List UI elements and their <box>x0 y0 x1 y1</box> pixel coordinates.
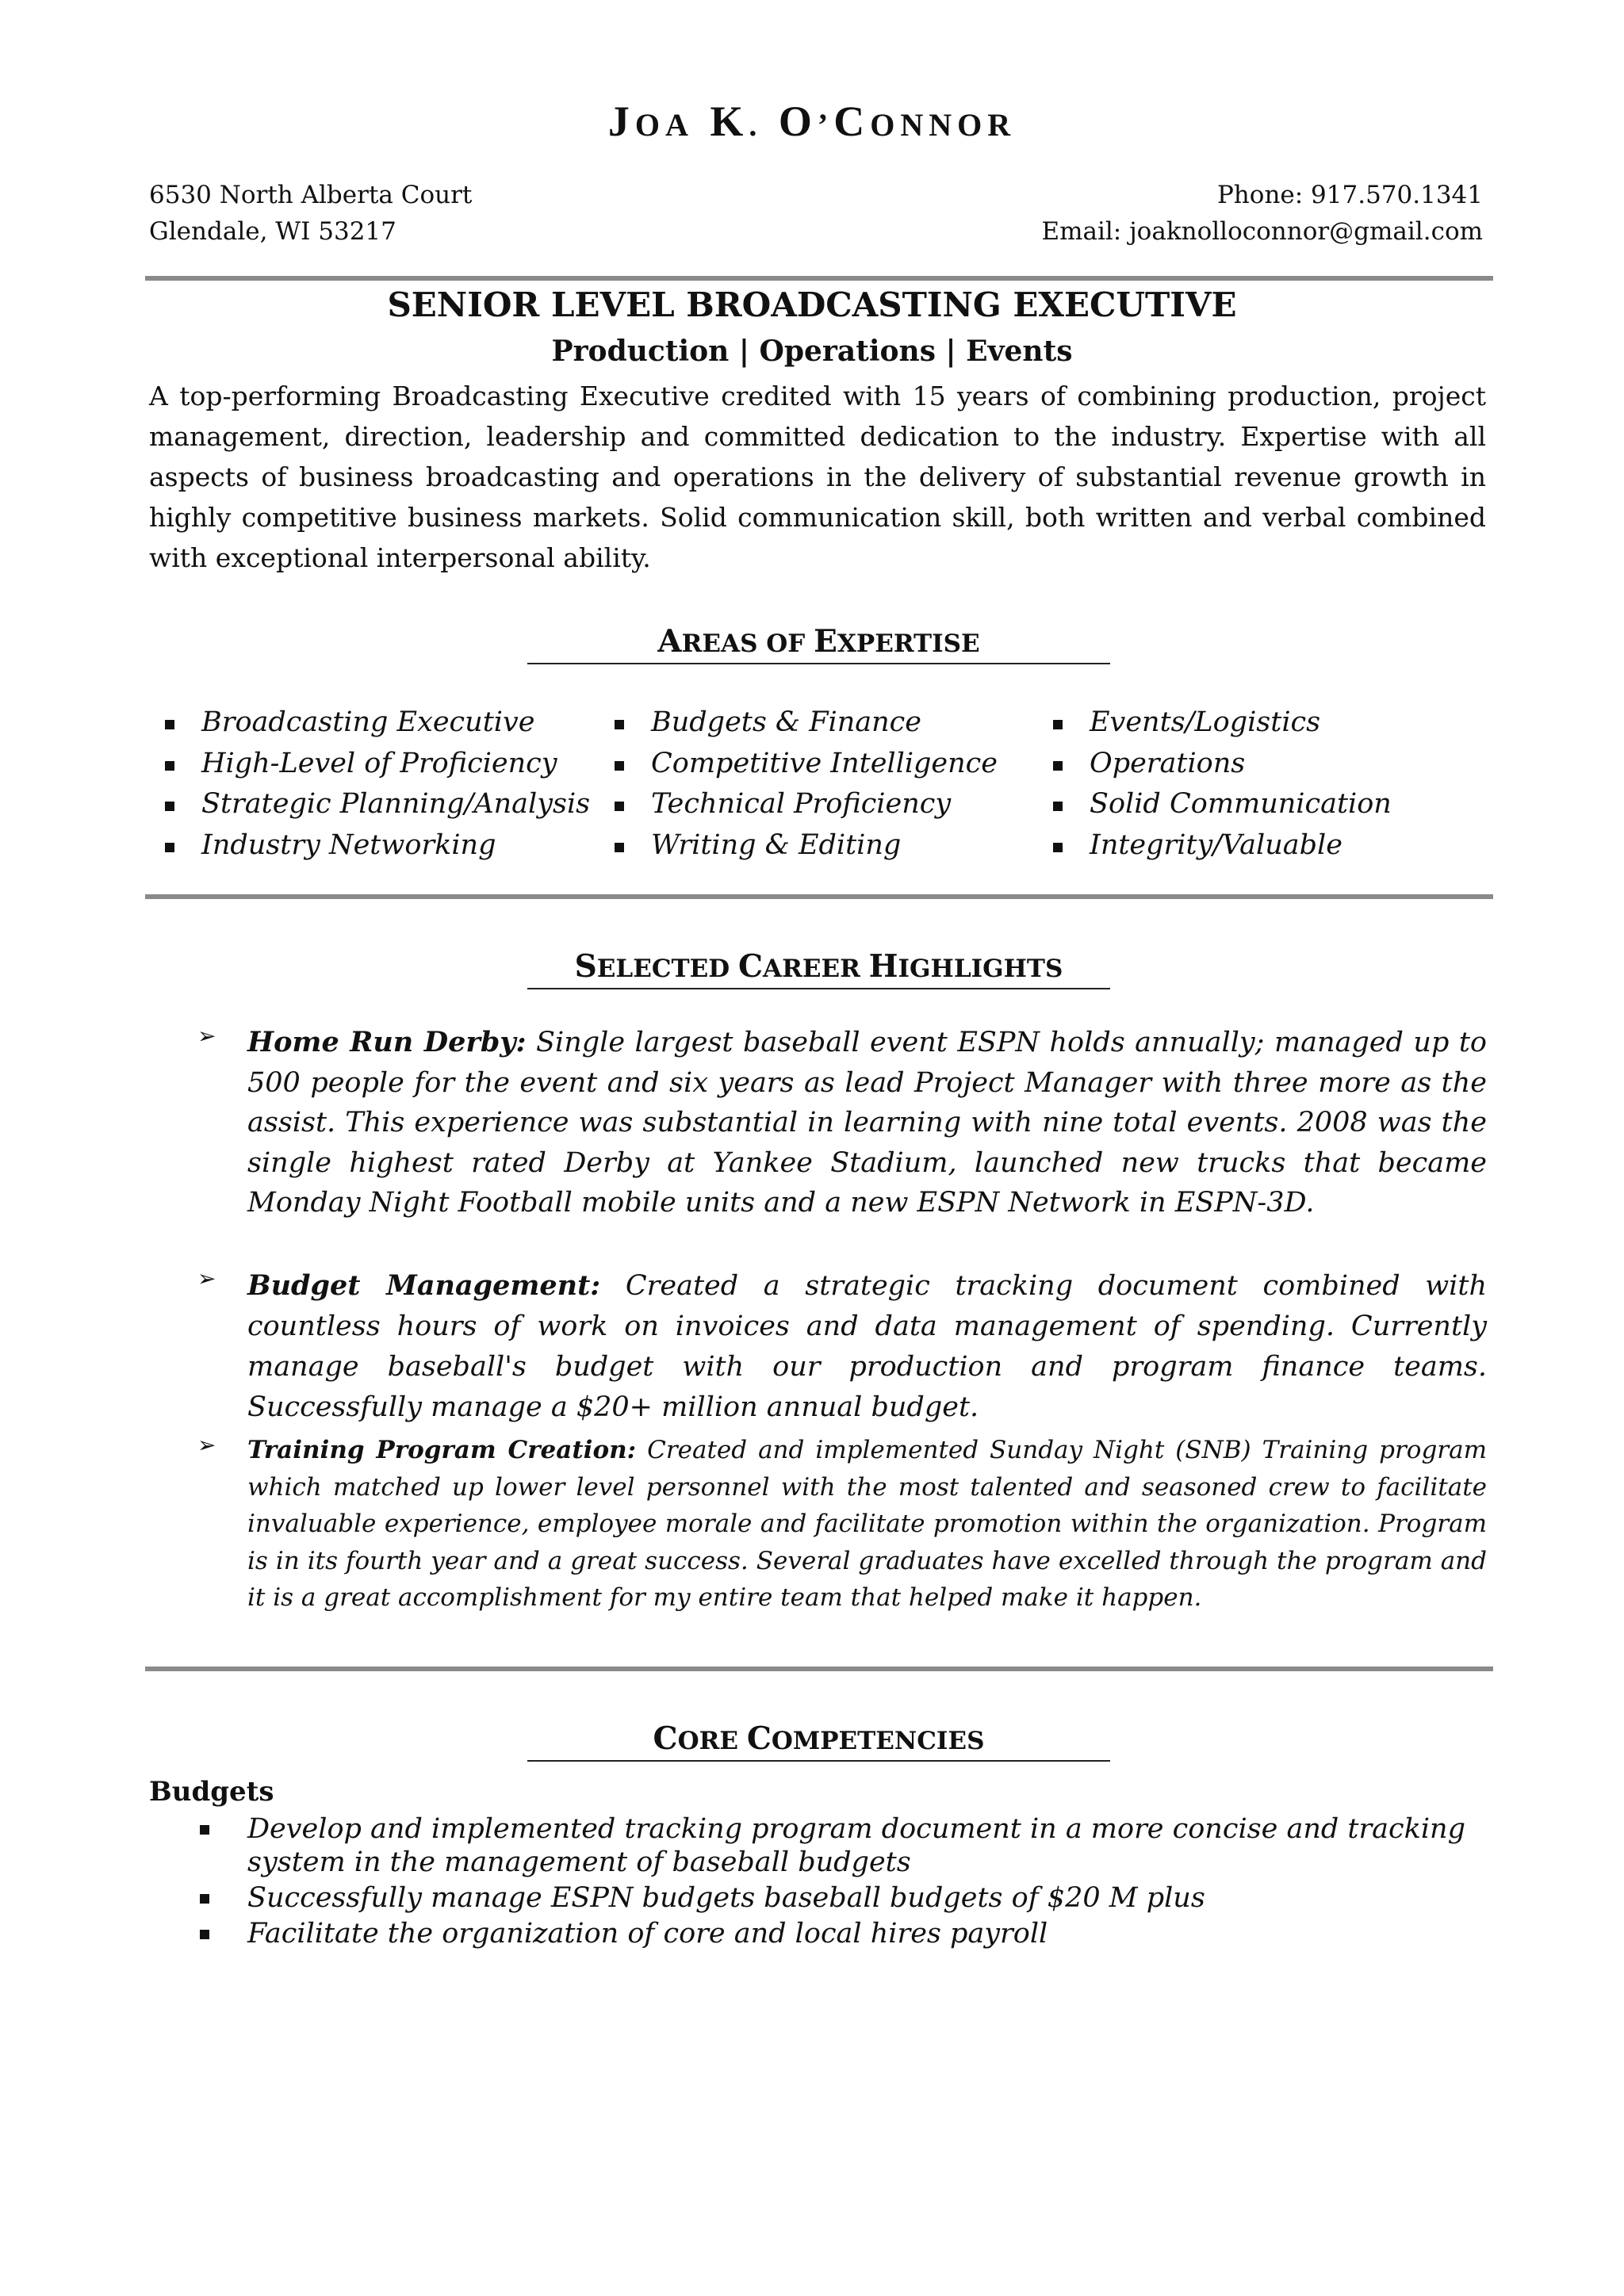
bullet-square-icon <box>1053 761 1063 771</box>
bullet-square-icon <box>165 761 174 771</box>
expertise-item: Technical Proficiency <box>615 788 998 829</box>
expertise-item: Events/Logistics <box>1053 706 1392 748</box>
highlight-item <box>198 1432 1487 1617</box>
expertise-item: Writing & Editing <box>615 829 998 871</box>
highlight-item <box>198 1265 1487 1428</box>
expertise-column-1 <box>165 706 590 870</box>
bullet-square-icon <box>200 1825 209 1835</box>
bullet-square-icon <box>1053 802 1063 811</box>
bullet-square-icon <box>165 802 174 811</box>
highlight-item <box>198 1023 1487 1223</box>
bullet-square-icon <box>165 843 174 852</box>
expertise-item: Broadcasting Executive <box>165 706 590 748</box>
expertise-item: High-Level of Proficiency <box>165 748 590 789</box>
expertise-item: Industry Networking <box>165 829 590 871</box>
section-title-expertise <box>527 623 1110 664</box>
bullet-square-icon <box>615 761 624 771</box>
bullet-square-icon <box>615 720 624 729</box>
phone: Phone: 917.570.1341 <box>1216 181 1483 209</box>
expertise-item: Competitive Intelligence <box>615 748 998 789</box>
highlight-lead: Home Run Derby: <box>247 1026 527 1058</box>
candidate-name: JOA K. O’CONNOR <box>607 98 1017 145</box>
bullet-square-icon <box>1053 720 1063 729</box>
competency-item: Facilitate the organization of core and local hires payroll <box>198 1917 1499 1950</box>
headline-title: SENIOR LEVEL BROADCASTING EXECUTIVE <box>387 285 1237 324</box>
bullet-square-icon <box>200 1930 209 1939</box>
bullet-square-icon <box>615 843 624 852</box>
expertise-item: Integrity/Valuable <box>1053 829 1392 871</box>
bullet-square-icon <box>165 720 174 729</box>
arrow-bullet-icon: ➢ <box>197 1023 216 1049</box>
highlight-text: Single largest baseball event ESPN holds annually; managed up to 500 people for the event and six years as lead Project Manager with three more as the assist. This experience was substantial in learning with nine total events. 2008 was the single highest rated Derby at Yankee Stadium, launched new trucks that became Monday Night Football mobile units and a new ESPN Network in ESPN-3D. <box>247 1027 1487 1219</box>
divider <box>145 276 1493 281</box>
bullet-square-icon <box>615 802 624 811</box>
competency-item: Develop and implemented tracking program document in a more concise and tracking system in the management of baseball budgets <box>198 1812 1499 1879</box>
section-title-text: AREAS OF EXPERTISE <box>657 623 980 660</box>
address-line-2: Glendale, WI 53217 <box>149 217 396 246</box>
arrow-bullet-icon: ➢ <box>197 1432 216 1458</box>
expertise-column-3 <box>1053 706 1392 870</box>
address-line-1: 6530 North Alberta Court <box>149 181 473 209</box>
section-title-highlights <box>527 948 1110 989</box>
divider <box>145 1667 1493 1671</box>
highlight-lead: Budget Management: <box>247 1269 601 1302</box>
email: Email: joaknolloconnor@gmail.com <box>1041 217 1483 246</box>
expertise-item: Strategic Planning/Analysis <box>165 788 590 829</box>
summary-paragraph: A top-performing Broadcasting Executive credited with 15 years of combining production, project management, direction, leadership and committed dedication to the industry. Expertise with all aspects of business broadcasting and operations in the delivery of substantial revenue growth in highly competitive business markets. Solid communication skill, both written and verbal combined with exceptional interpersonal ability. <box>149 381 1486 573</box>
arrow-bullet-icon: ➢ <box>197 1265 216 1292</box>
competency-item: Successfully manage ESPN budgets baseball budgets of $20 M plus <box>198 1881 1499 1915</box>
section-title-competencies <box>527 1720 1110 1762</box>
divider <box>145 894 1493 899</box>
highlight-text: Created a strategic tracking document combined with countless hours of work on invoices and data management of spending. Currently manage baseball's budget with our production and program finance teams. Successfully manage a $20+ million annual budget. <box>247 1270 1487 1423</box>
competency-list <box>198 1812 1499 1953</box>
expertise-item: Budgets & Finance <box>615 706 998 748</box>
bullet-square-icon <box>200 1894 209 1904</box>
bullet-square-icon <box>1053 843 1063 852</box>
expertise-item: Solid Communication <box>1053 788 1392 829</box>
competency-group-label: Budgets <box>149 1776 274 1808</box>
headline-subtitle: Production | Operations | Events <box>551 335 1073 368</box>
expertise-item: Operations <box>1053 748 1392 789</box>
section-title-text: CORE COMPETENCIES <box>653 1720 985 1757</box>
highlight-lead: Training Program Creation: <box>247 1436 637 1464</box>
expertise-column-2 <box>615 706 998 870</box>
section-title-text: SELECTED CAREER HIGHLIGHTS <box>574 948 1063 985</box>
highlight-text: Created and implemented Sunday Night (SNB) Training program which matched up lower level personnel with the most talented and seasoned crew to facilitate invaluable experience, employee morale and facilitate promotion within the organization. Program is in its fourth year and a great success. Several graduates have excelled through the program and it is a great accomplishment for my entire team that helped make it happen. <box>247 1436 1487 1612</box>
